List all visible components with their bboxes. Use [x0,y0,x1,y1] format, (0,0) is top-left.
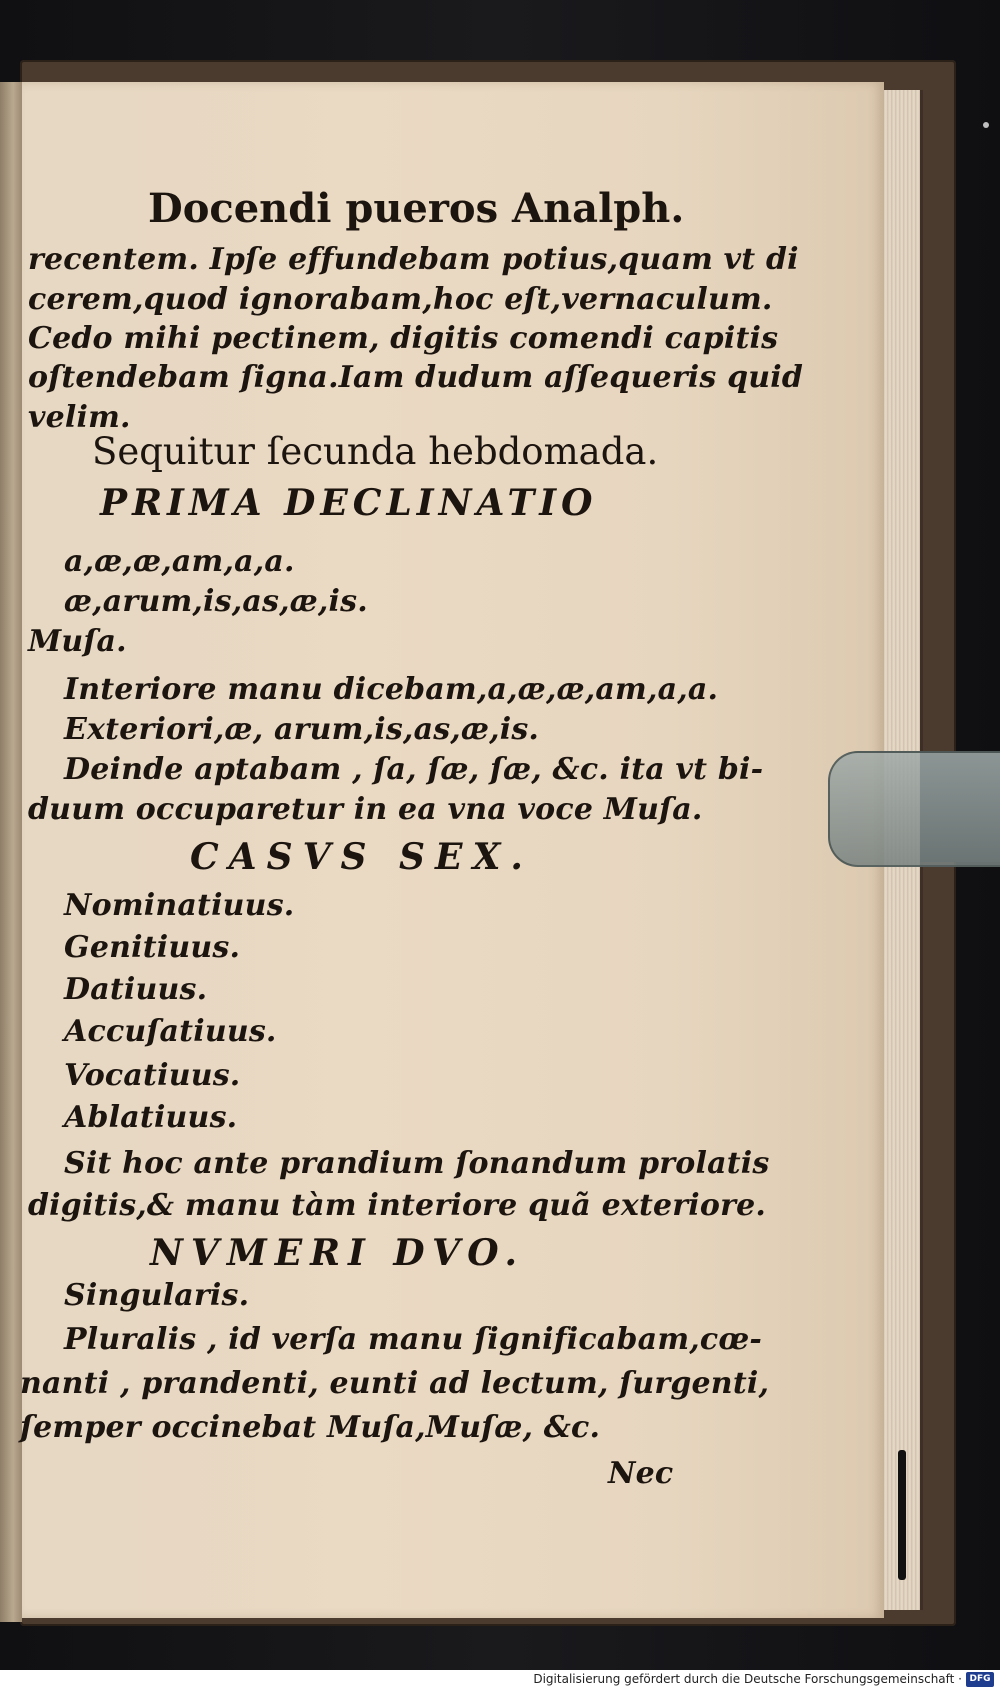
body-line: recentem. Ipſe effundebam potius,quam vt di [28,242,799,277]
case-item: Vocatiuus. [64,1058,241,1093]
body-line: nanti , prandenti, eunti ad lectum, ſurgenti, [20,1366,770,1401]
body-line: Deinde aptabam , ſa, ſæ, ſæ, &c. ita vt bi- [64,752,764,787]
case-item: Genitiuus. [64,930,241,965]
body-line: velim. [28,400,131,435]
cases-title: CASVS SEX. [190,836,533,878]
body-line: Interiore manu dicebam,a,æ,æ,am,a,a. [64,672,719,707]
declension-title: PRIMA DECLINATIO [100,482,598,524]
example-word: Muſa. [28,624,127,659]
number-item: Singularis. [64,1278,250,1313]
body-line: Sit hoc ante prandium ſonandum prolatis [64,1146,770,1181]
body-line: ſemper occinebat Muſa,Muſæ, &c. [20,1410,601,1445]
endings-plural: æ,arum,is,as,æ,is. [64,584,368,619]
numbers-title: NVMERI DVO. [150,1232,526,1274]
case-item: Nominatiuus. [64,888,295,923]
body-line: Cedo mihi pectinem, digitis comendi capitis [28,321,779,356]
dfg-logo: DFG [966,1672,994,1687]
body-line: Exteriori,æ, arum,is,as,æ,is. [64,712,540,747]
catchword: Nec [608,1456,674,1491]
running-head: Docendi pueros Analph. [148,185,685,232]
body-line: oſtendebam ſigna.Iam dudum aſſequeris quid [28,360,804,395]
digitization-credit: Digitalisierung gefördert durch die Deutsche Forschungsgemeinschaft · [533,1672,962,1686]
body-line: cerem,quod ignorabam,hoc eſt,vernaculum. [28,282,773,317]
case-item: Ablatiuus. [64,1100,238,1135]
body-line: Pluralis , id verſa manu ſignificabam,cœ- [64,1322,763,1357]
section-heading: Sequitur ſecunda hebdomada. [92,430,659,473]
body-line: duum occuparetur in ea vna voce Muſa. [28,792,703,827]
body-line: digitis,& manu tàm interiore quã exteriore. [28,1188,767,1223]
case-item: Datiuus. [64,972,208,1007]
endings-singular: a,æ,æ,am,a,a. [64,544,295,579]
case-item: Accuſatiuus. [64,1014,277,1049]
